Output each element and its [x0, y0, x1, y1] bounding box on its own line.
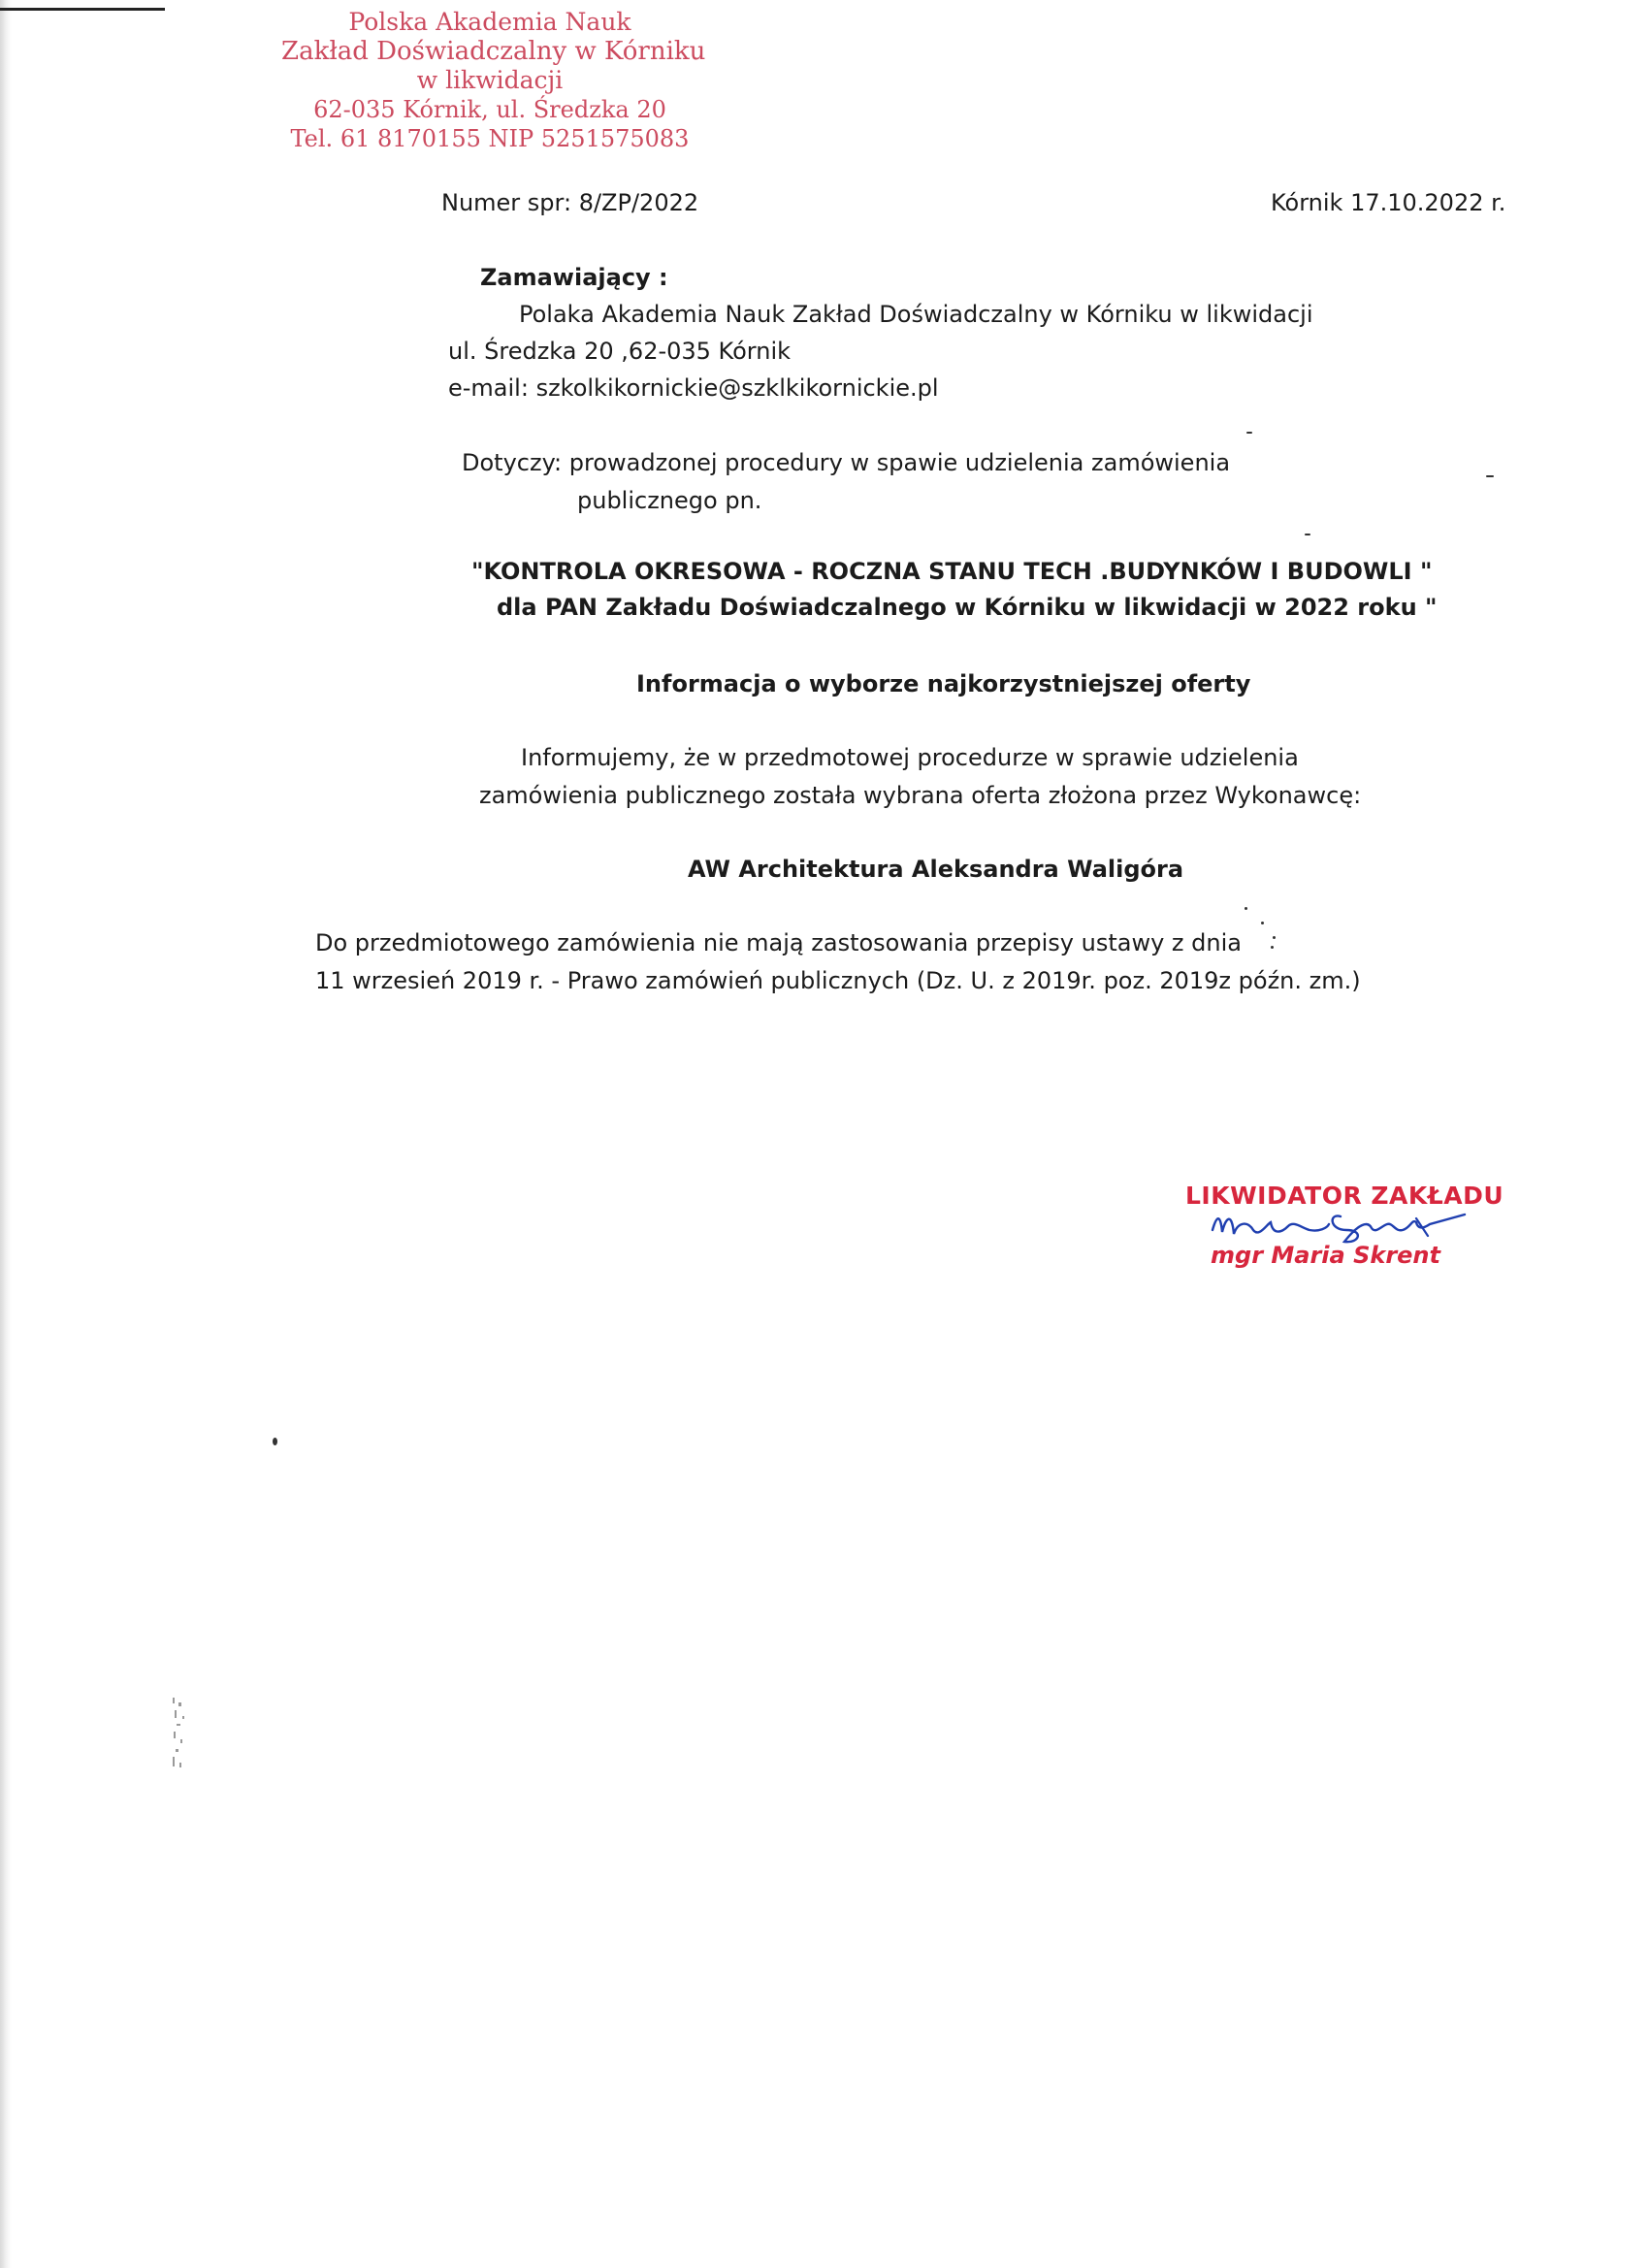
- scan-speck: [1271, 946, 1274, 949]
- concerns-line-1: Dotyczy: prowadzonej procedury w spawie udzielenia zamówienia: [462, 449, 1231, 476]
- case-number: Numer spr: 8/ZP/2022: [441, 189, 699, 216]
- ordering-party-heading: Zamawiający :: [480, 264, 668, 291]
- stamp-line-5: Tel. 61 8170155 NIP 5251575083: [290, 125, 690, 152]
- signature-title: LIKWIDATOR ZAKŁADU: [1185, 1182, 1504, 1210]
- handwritten-signature: [1174, 1174, 1484, 1290]
- scan-left-edge: [0, 0, 12, 2268]
- scan-speck: [1486, 475, 1494, 477]
- procurement-title-line-2: dla PAN Zakładu Doświadczalnego w Kórniku w likwidacji w 2022 roku ": [497, 594, 1438, 621]
- selected-contractor: AW Architektura Aleksandra Waligóra: [688, 856, 1184, 883]
- scan-speck: [1245, 907, 1247, 910]
- scan-speck: [273, 1438, 277, 1445]
- concerns-line-2: publicznego pn.: [577, 487, 762, 514]
- place-date: Kórnik 17.10.2022 r.: [1271, 189, 1506, 216]
- ordering-party-email: e-mail: szkolkikornickie@szklkikornickie.pl: [448, 374, 939, 402]
- scan-top-mark: [0, 8, 165, 11]
- info-line-2: zamówienia publicznego została wybrana oferta złożona przez Wykonawcę:: [479, 782, 1362, 809]
- ordering-party-name: Polaka Akademia Nauk Zakład Doświadczalny w Kórniku w likwidacji: [519, 301, 1313, 328]
- legal-note-line-1: Do przedmiotowego zamówienia nie mają zastosowania przepisy ustawy z dnia: [315, 929, 1242, 956]
- legal-note-line-2: 11 wrzesień 2019 r. - Prawo zamówień publicznych (Dz. U. z 2019r. poz. 2019z późn. zm.): [315, 967, 1361, 994]
- info-heading: Informacja o wyborze najkorzystniejszej oferty: [636, 670, 1251, 697]
- scan-speck: [1273, 936, 1276, 939]
- ordering-party-address: ul. Średzka 20 ,62-035 Kórnik: [448, 338, 792, 365]
- institution-stamp: [281, 8, 706, 153]
- scan-noise: [165, 1693, 204, 1780]
- procurement-title-line-1: "KONTROLA OKRESOWA - ROCZNA STANU TECH .BUDYNKÓW I BUDOWLI ": [471, 558, 1433, 585]
- signature-name: mgr Maria Skrent: [1211, 1242, 1440, 1269]
- stamp-line-1: Polska Akademia Nauk: [348, 8, 631, 36]
- scan-speck: [1305, 534, 1310, 535]
- stamp-line-4: 62-035 Kórnik, ul. Średzka 20: [313, 96, 666, 123]
- scan-speck: [1261, 922, 1264, 924]
- stamp-line-2: Zakład Doświadczalny w Kórniku: [281, 37, 706, 66]
- stamp-line-3: w likwidacji: [416, 66, 564, 94]
- scan-speck: [1246, 432, 1252, 434]
- liquidator-signature-stamp: [1174, 1174, 1504, 1290]
- info-line-1: Informujemy, że w przedmotowej procedurze w sprawie udzielenia: [521, 744, 1299, 771]
